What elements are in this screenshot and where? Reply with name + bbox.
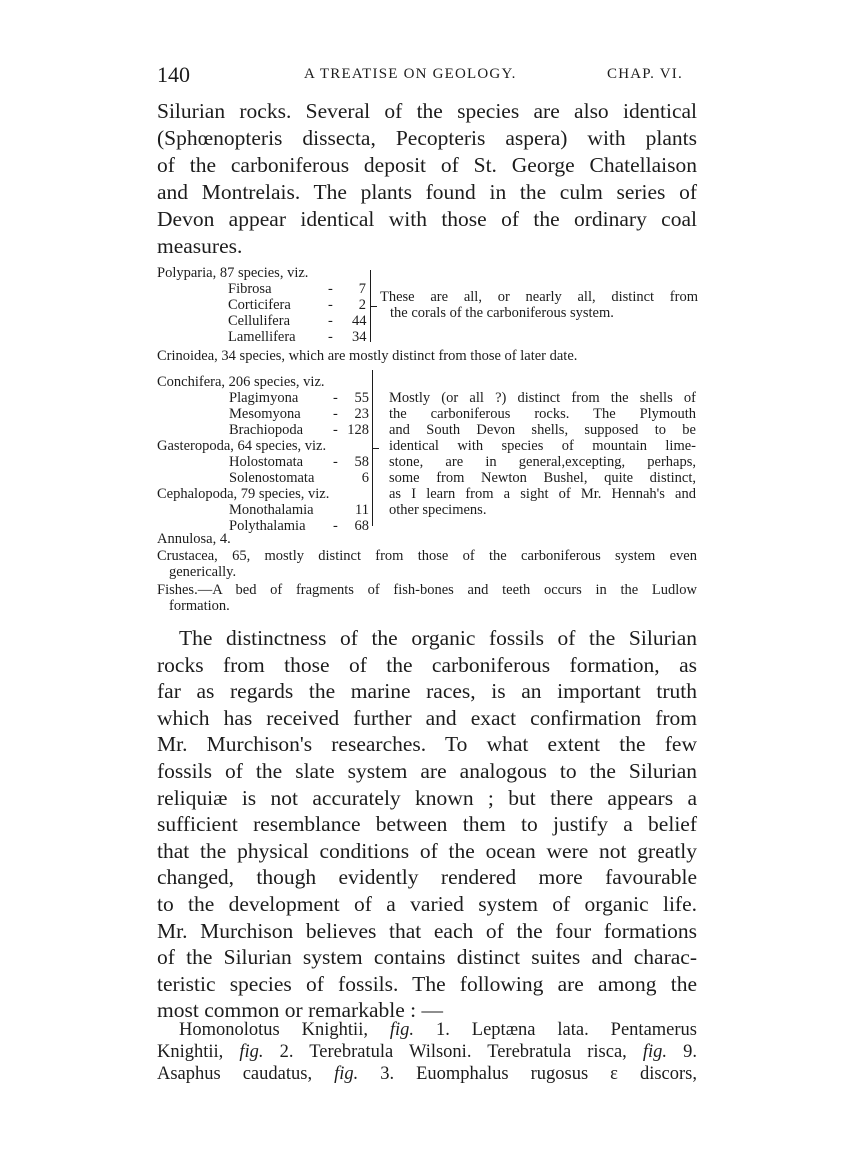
intro-paragraph [157,98,697,260]
list-item: Mesomyona - 23 [229,406,369,422]
text-line: that the physical conditions of the ocean were not greatly [157,838,697,863]
page-number: 140 [157,62,190,87]
polyparia-list [228,281,366,345]
body-paragraph [157,625,697,1024]
annulosa-line: Annulosa, 4. [157,531,231,547]
list-item: Corticifera - 2 [228,297,366,313]
list-item: Plagimyona - 55 [229,390,369,406]
polyparia-heading: Polyparia, 87 species, viz. [157,265,309,281]
cephalopoda-heading: Cephalopoda, 79 species, viz. [157,486,330,502]
text-line: Knightii, fig. 2. Terebratula Wilsoni. Terebratula risca, fig. 9. [157,1042,698,1062]
text-line: teristic species of fossils. The following are among the [157,971,697,996]
text-line: which has received further and exact confirmation from [157,705,697,730]
brace-icon [364,270,371,342]
list-item: Brachiopoda - 128 [229,422,369,438]
list-item: Holostomata - 58 [229,454,369,470]
list-item: Monothalamia 11 [229,502,369,518]
text-line: to the development of a varied system of organic life. [157,891,697,916]
text-line: Homonolotus Knightii, fig. 1. Leptæna lata. Pentamerus [179,1020,697,1040]
text-line: of the Silurian system contains distinct suites and charac- [157,945,697,970]
text-line: changed, though evidently rendered more favourable [157,865,697,890]
text-line: Devon appear identical with those of the ordinary coal [157,207,697,231]
polyparia-note: These are all, or nearly all, distinct from the corals of the carboniferous system. [380,289,698,321]
text-line: far as regards the marine races, is an important truth [157,679,697,704]
mollusca-note: Mostly (or all ?) distinct from the shells of the carboniferous rocks. The Plymouth and South Devon shells, supposed to be identical with species of mountain lime- stone, are in general,excepting, perhaps, some from Newton Bushel, quite distinct, as I learn from a sight of Mr. Hennah's and other specimens. [389,390,696,518]
text-line: Asaphus caudatus, fig. 3. Euomphalus rugosus ε discors, [157,1064,697,1084]
list-item: Polythalamia - 68 [229,518,369,534]
text-line: rocks from those of the carboniferous formation, as [157,652,697,677]
text-line: and Montrelais. The plants found in the culm series of [157,180,697,204]
crustacea-entry: Crustacea, 65, mostly distinct from those of the carboniferous system even generically. [157,548,697,580]
text-line: reliquiæ is not accurately known ; but there appears a [157,785,697,810]
text-line: fossils of the slate system are analogous to the Silurian [157,758,697,783]
gasteropoda-heading: Gasteropoda, 64 species, viz. [157,438,327,454]
list-item: Solenostomata 6 [229,470,369,486]
text-line: sufficient resemblance between them to justify a belief [157,812,697,837]
running-title: A TREATISE ON GEOLOGY. [304,66,517,82]
text-line: of the carboniferous deposit of St. George Chatellaison [157,153,697,177]
fishes-entry: Fishes.—A bed of fragments of fish-bones and teeth occurs in the Ludlow formation. [157,582,697,614]
text-line: most common or remarkable : — [157,998,443,1023]
chapter-label: CHAP. VI. [607,66,683,82]
text-line: (Sphœnopteris dissecta, Pecopteris aspera) with plants [157,126,697,150]
text-line: Silurian rocks. Several of the species are also identical [157,99,697,123]
brace-icon [366,370,373,526]
fossil-list [157,1019,697,1085]
text-line: measures. [157,234,243,258]
mollusca-list [157,374,369,534]
conchifera-heading: Conchifera, 206 species, viz. [157,374,325,390]
text-line: Mr. Murchison's researches. To what extent the few [157,732,697,757]
text-line: Mr. Murchison believes that each of the four formations [157,918,697,943]
crinoidea-line: Crinoidea, 34 species, which are mostly distinct from those of later date. [157,348,578,364]
list-item: Fibrosa - 7 [228,281,366,297]
list-item: Cellulifera - 44 [228,313,367,329]
list-item: Lamellifera - 34 [228,329,367,345]
text-line: The distinctness of the organic fossils of the Silurian [179,626,697,650]
